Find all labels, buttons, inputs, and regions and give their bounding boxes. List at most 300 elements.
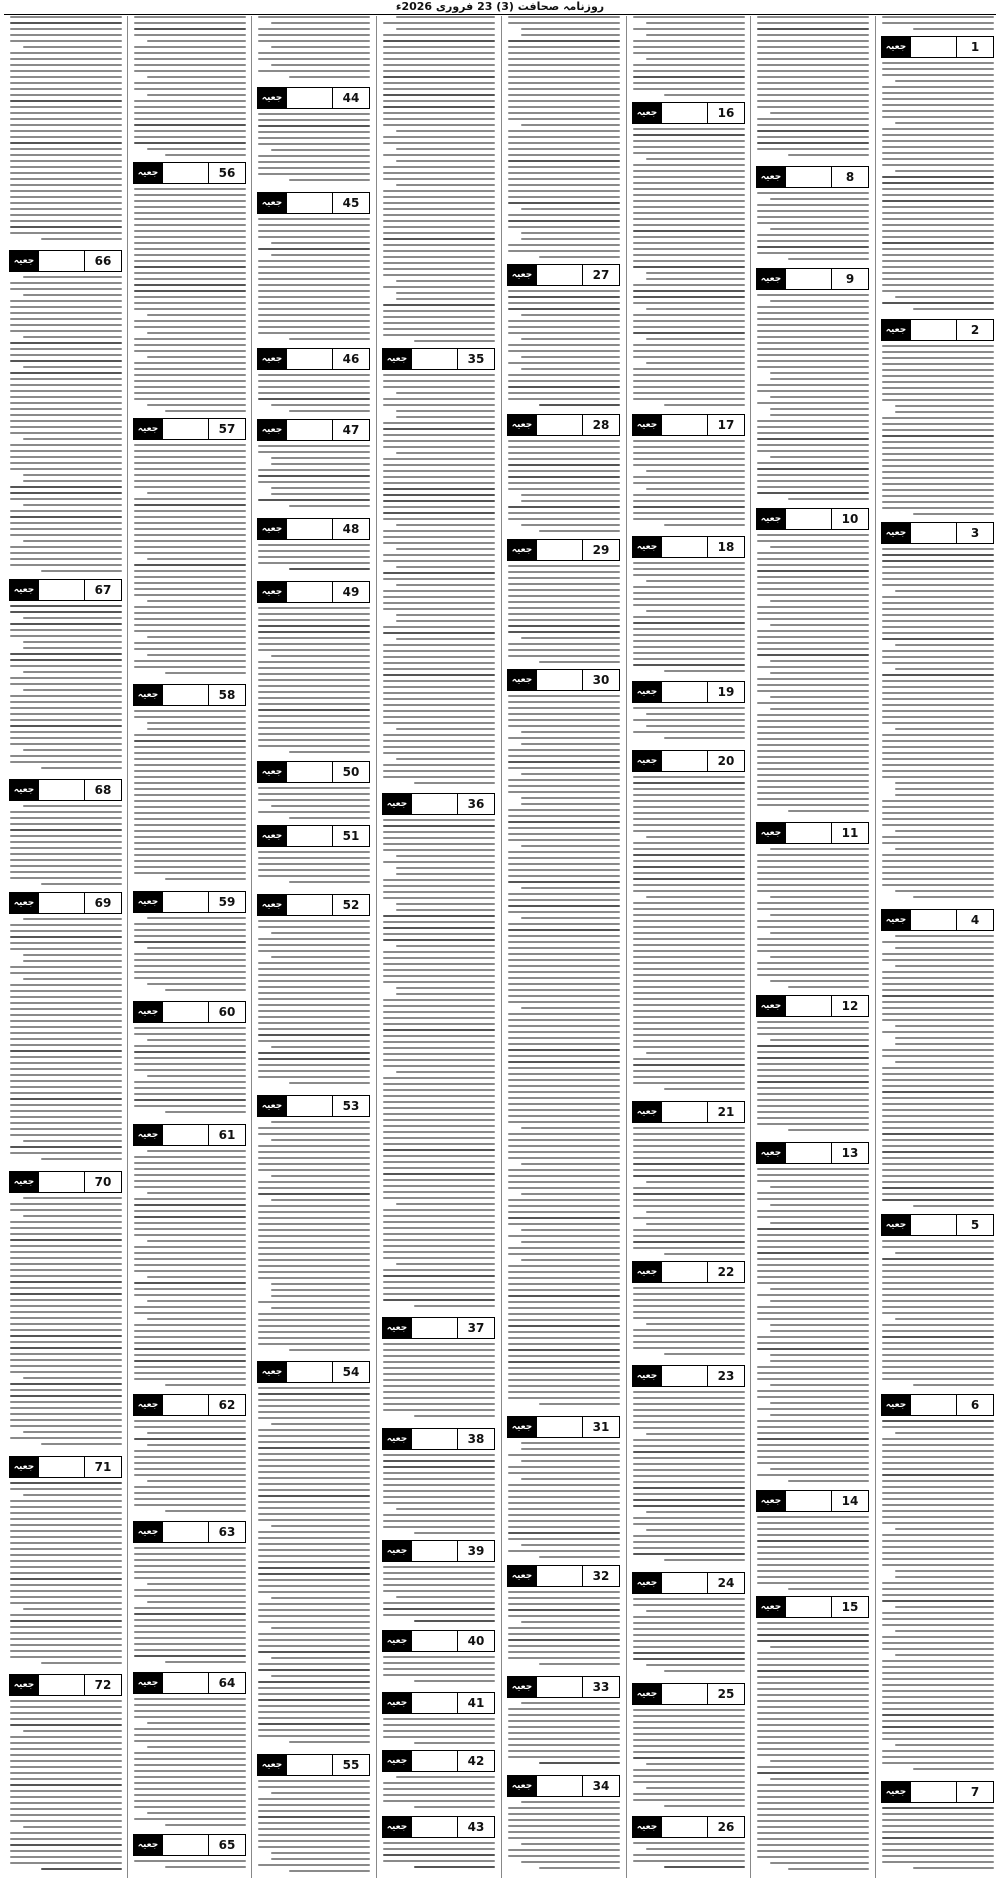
entry-blank-cell: [661, 103, 707, 123]
entry-blank-cell: [286, 349, 332, 369]
article-text-block: [383, 819, 495, 1315]
entry-blank-cell: [785, 823, 831, 843]
article-text-block: [757, 848, 869, 993]
entry-number: 35: [457, 349, 494, 369]
article-text-block: [383, 1842, 495, 1876]
entry-number-box: [9, 1674, 122, 1696]
entry-marker: جعیہ: [633, 1366, 661, 1386]
entry-number-box: [507, 1775, 620, 1797]
article-text-block: [508, 1801, 620, 1876]
entry-number-box: [507, 669, 620, 691]
entry-number-box: [257, 894, 370, 916]
entry-blank-cell: [286, 420, 332, 440]
entry-number-box: [133, 891, 246, 913]
entry-number: 25: [707, 1684, 744, 1704]
entry-marker: جعیہ: [258, 1755, 286, 1775]
entry-number: 28: [582, 415, 619, 435]
article-text-block: [882, 935, 994, 1212]
entry-marker: جعیہ: [10, 251, 38, 271]
article-text-block: [134, 16, 246, 160]
entry-number: 41: [457, 1693, 494, 1713]
entry-number-box: [133, 684, 246, 706]
article-text-block: [134, 1420, 246, 1519]
entry-number-box: [382, 348, 495, 370]
article-text-block: [383, 1776, 495, 1814]
entry-blank-cell: [785, 1597, 831, 1617]
entry-blank-cell: [910, 320, 956, 340]
entry-marker: جعیہ: [134, 685, 162, 705]
entry-marker: جعیہ: [258, 193, 286, 213]
article-text-block: [134, 1027, 246, 1122]
entry-blank-cell: [286, 1096, 332, 1116]
entry-marker: جعیہ: [757, 1597, 785, 1617]
article-text-block: [633, 1127, 745, 1259]
article-text-block: [134, 1150, 246, 1392]
entry-marker: جعیہ: [134, 892, 162, 912]
entry-number-box: [881, 1781, 994, 1803]
entry-blank-cell: [286, 1755, 332, 1775]
article-text-block: [633, 440, 745, 534]
article-text-block: [10, 1700, 122, 1876]
entry-number-box: [756, 822, 869, 844]
news-column: [8, 16, 124, 1878]
entry-blank-cell: [910, 523, 956, 543]
entry-blank-cell: [910, 1215, 956, 1235]
article-text-block: [258, 920, 370, 1093]
entry-blank-cell: [38, 580, 84, 600]
entry-blank-cell: [162, 1125, 208, 1145]
entry-marker: جعیہ: [633, 1262, 661, 1282]
entry-number-box: [9, 779, 122, 801]
entry-number-box: [507, 539, 620, 561]
entry-number: 33: [582, 1677, 619, 1697]
article-text-block: [258, 851, 370, 892]
entry-number: 67: [84, 580, 121, 600]
article-text-block: [258, 16, 370, 85]
entry-number-box: [632, 414, 745, 436]
entry-number-box: [9, 1456, 122, 1478]
article-text-block: [757, 1021, 869, 1140]
entry-number: 21: [707, 1102, 744, 1122]
entry-blank-cell: [162, 163, 208, 183]
entry-marker: جعیہ: [383, 349, 411, 369]
column-divider: [251, 16, 252, 1878]
article-text-block: [134, 1860, 246, 1876]
entry-blank-cell: [536, 1566, 582, 1586]
entry-number-box: [881, 522, 994, 544]
article-text-block: [258, 374, 370, 417]
entry-marker: جعیہ: [508, 415, 536, 435]
article-text-block: [508, 1702, 620, 1773]
entry-number-box: [756, 268, 869, 290]
entry-number: 39: [457, 1541, 494, 1561]
entry-marker: جعیہ: [134, 163, 162, 183]
entry-blank-cell: [162, 1522, 208, 1542]
entry-number-box: [382, 1630, 495, 1652]
entry-marker: جعیہ: [633, 1817, 661, 1837]
entry-marker: جعیہ: [10, 1675, 38, 1695]
entry-blank-cell: [286, 1362, 332, 1382]
entry-marker: جعیہ: [258, 420, 286, 440]
entry-number: 12: [831, 996, 868, 1016]
entry-blank-cell: [661, 1684, 707, 1704]
entry-blank-cell: [162, 1835, 208, 1855]
entry-number-box: [257, 1754, 370, 1776]
article-text-block: [633, 16, 745, 100]
entry-number: 31: [582, 1417, 619, 1437]
news-column: [631, 16, 747, 1878]
column-divider: [127, 16, 128, 1878]
entry-number-box: [632, 1572, 745, 1594]
article-text-block: [134, 1547, 246, 1670]
article-text-block: [258, 1780, 370, 1876]
entry-marker: جعیہ: [508, 265, 536, 285]
article-text-block: [383, 1656, 495, 1690]
entry-number: 60: [208, 1002, 245, 1022]
entry-number-box: [507, 1416, 620, 1438]
entry-blank-cell: [286, 582, 332, 602]
entry-blank-cell: [162, 892, 208, 912]
article-text-block: [383, 374, 495, 791]
entry-number: 58: [208, 685, 245, 705]
entry-blank-cell: [536, 1417, 582, 1437]
entry-number: 15: [831, 1597, 868, 1617]
article-text-block: [757, 16, 869, 164]
entry-blank-cell: [661, 1262, 707, 1282]
entry-number-box: [881, 36, 994, 58]
entry-number: 24: [707, 1573, 744, 1593]
entry-marker: جعیہ: [633, 1573, 661, 1593]
entry-number: 47: [332, 420, 369, 440]
entry-number: 8: [831, 167, 868, 187]
entry-blank-cell: [286, 762, 332, 782]
entry-blank-cell: [536, 1677, 582, 1697]
entry-marker: جعیہ: [633, 682, 661, 702]
entry-marker: جعیہ: [633, 103, 661, 123]
entry-number-box: [382, 1317, 495, 1339]
article-text-block: [508, 1442, 620, 1563]
entry-marker: جعیہ: [757, 823, 785, 843]
entry-marker: جعیہ: [383, 1817, 411, 1837]
entry-number-box: [507, 1676, 620, 1698]
entry-number-box: [257, 761, 370, 783]
entry-number: 68: [84, 780, 121, 800]
article-text-block: [508, 440, 620, 537]
entry-number: 13: [831, 1143, 868, 1163]
entry-blank-cell: [910, 37, 956, 57]
article-text-block: [10, 1482, 122, 1672]
entry-number: 59: [208, 892, 245, 912]
entry-marker: جعیہ: [757, 509, 785, 529]
entry-number: 6: [956, 1395, 993, 1415]
entry-blank-cell: [162, 1673, 208, 1693]
article-text-block: [383, 1718, 495, 1748]
entry-number-box: [632, 1816, 745, 1838]
article-text-block: [258, 218, 370, 346]
entry-number-box: [133, 162, 246, 184]
entry-number: 1: [956, 37, 993, 57]
entry-number-box: [9, 579, 122, 601]
entry-marker: جعیہ: [508, 1417, 536, 1437]
masthead: [0, 0, 1000, 14]
article-text-block: [258, 544, 370, 579]
entry-marker: جعیہ: [258, 349, 286, 369]
entry-number: 7: [956, 1782, 993, 1802]
article-text-block: [633, 1842, 745, 1876]
entry-blank-cell: [411, 1751, 457, 1771]
entry-number-box: [133, 1672, 246, 1694]
entry-number: 46: [332, 349, 369, 369]
article-text-block: [633, 1709, 745, 1814]
entry-blank-cell: [785, 269, 831, 289]
entry-number-box: [382, 1428, 495, 1450]
entry-number: 20: [707, 751, 744, 771]
entry-marker: جعیہ: [508, 540, 536, 560]
entry-marker: جعیہ: [134, 1002, 162, 1022]
entry-number-box: [257, 1095, 370, 1117]
entry-blank-cell: [411, 1429, 457, 1449]
entry-number: 34: [582, 1776, 619, 1796]
entry-blank-cell: [536, 415, 582, 435]
column-divider: [376, 16, 377, 1878]
entry-number-box: [382, 1816, 495, 1838]
entry-marker: جعیہ: [383, 794, 411, 814]
entry-number: 19: [707, 682, 744, 702]
entry-marker: جعیہ: [10, 1172, 38, 1192]
entry-number-box: [881, 1214, 994, 1236]
article-text-block: [757, 1516, 869, 1594]
entry-blank-cell: [38, 1457, 84, 1477]
entry-marker: جعیہ: [10, 1457, 38, 1477]
entry-marker: جعیہ: [757, 167, 785, 187]
article-text-block: [258, 1121, 370, 1359]
entry-number: 40: [457, 1631, 494, 1651]
entry-marker: جعیہ: [134, 1673, 162, 1693]
entry-number-box: [257, 1361, 370, 1383]
masthead-text: روزنامہ صحافت (3) 23 فروری 2026ء: [395, 0, 605, 13]
column-divider: [501, 16, 502, 1878]
article-text-block: [633, 707, 745, 748]
entry-blank-cell: [661, 415, 707, 435]
entry-marker: جعیہ: [10, 780, 38, 800]
entry-number: 55: [332, 1755, 369, 1775]
entry-number: 62: [208, 1395, 245, 1415]
entry-marker: جعیہ: [258, 762, 286, 782]
entry-blank-cell: [785, 996, 831, 1016]
entry-marker: جعیہ: [633, 1684, 661, 1704]
entry-blank-cell: [910, 1782, 956, 1802]
entry-number: 30: [582, 670, 619, 690]
article-text-block: [882, 1807, 994, 1876]
entry-number: 10: [831, 509, 868, 529]
entry-blank-cell: [38, 780, 84, 800]
entry-number: 50: [332, 762, 369, 782]
entry-marker: جعیہ: [134, 1835, 162, 1855]
entry-marker: جعیہ: [258, 582, 286, 602]
entry-marker: جعیہ: [633, 537, 661, 557]
entry-marker: جعیہ: [258, 88, 286, 108]
entry-number-box: [756, 1490, 869, 1512]
column-divider: [875, 16, 876, 1878]
entry-number: 22: [707, 1262, 744, 1282]
article-text-block: [633, 1391, 745, 1570]
article-text-block: [508, 290, 620, 412]
entry-number-box: [133, 1521, 246, 1543]
article-text-block: [757, 1168, 869, 1488]
entry-number-box: [632, 750, 745, 772]
entry-marker: جعیہ: [134, 1522, 162, 1542]
article-text-block: [633, 128, 745, 412]
entry-number: 26: [707, 1817, 744, 1837]
entry-marker: جعیہ: [757, 1143, 785, 1163]
entry-number-box: [257, 192, 370, 214]
entry-blank-cell: [785, 1491, 831, 1511]
entry-number-box: [756, 1596, 869, 1618]
article-text-block: [258, 1387, 370, 1752]
entry-number-box: [382, 1692, 495, 1714]
entry-number-box: [257, 419, 370, 441]
article-text-block: [134, 444, 246, 682]
entry-marker: جعیہ: [633, 751, 661, 771]
entry-number-box: [382, 1540, 495, 1562]
entry-blank-cell: [411, 1817, 457, 1837]
entry-marker: جعیہ: [134, 1125, 162, 1145]
entry-number-box: [756, 995, 869, 1017]
article-text-block: [508, 16, 620, 262]
entry-blank-cell: [661, 1102, 707, 1122]
article-text-block: [258, 113, 370, 190]
article-text-block: [633, 1598, 745, 1681]
entry-blank-cell: [785, 167, 831, 187]
entry-marker: جعیہ: [757, 269, 785, 289]
entry-blank-cell: [910, 910, 956, 930]
entry-number: 51: [332, 826, 369, 846]
article-text-block: [383, 1454, 495, 1538]
entry-number-box: [257, 581, 370, 603]
article-text-block: [508, 565, 620, 667]
entry-number: 69: [84, 893, 121, 913]
entry-number: 49: [332, 582, 369, 602]
entry-marker: جعیہ: [508, 1677, 536, 1697]
entry-marker: جعیہ: [10, 580, 38, 600]
entry-number: 23: [707, 1366, 744, 1386]
entry-blank-cell: [536, 1776, 582, 1796]
entry-marker: جعیہ: [882, 37, 910, 57]
entry-marker: جعیہ: [383, 1751, 411, 1771]
article-text-block: [508, 695, 620, 1414]
entry-number: 11: [831, 823, 868, 843]
article-text-block: [882, 1240, 994, 1392]
entry-number-box: [382, 1750, 495, 1772]
article-text-block: [134, 188, 246, 416]
article-text-block: [882, 345, 994, 520]
entry-number-box: [133, 1834, 246, 1856]
entry-number: 38: [457, 1429, 494, 1449]
entry-blank-cell: [661, 682, 707, 702]
entry-marker: جعیہ: [383, 1318, 411, 1338]
entry-blank-cell: [411, 349, 457, 369]
entry-number-box: [257, 825, 370, 847]
entry-marker: جعیہ: [633, 415, 661, 435]
article-text-block: [882, 16, 994, 34]
entry-marker: جعیہ: [882, 1395, 910, 1415]
entry-number-box: [881, 909, 994, 931]
entry-marker: جعیہ: [134, 1395, 162, 1415]
entry-marker: جعیہ: [882, 320, 910, 340]
article-text-block: [633, 776, 745, 1099]
entry-number: 18: [707, 537, 744, 557]
news-column: [880, 16, 996, 1878]
entry-blank-cell: [162, 685, 208, 705]
entry-marker: جعیہ: [258, 895, 286, 915]
entry-number-box: [632, 1261, 745, 1283]
article-text-block: [383, 1343, 495, 1426]
entry-number: 16: [707, 103, 744, 123]
entry-blank-cell: [38, 893, 84, 913]
entry-blank-cell: [38, 251, 84, 271]
entry-number: 56: [208, 163, 245, 183]
article-text-block: [882, 1420, 994, 1779]
entry-number: 14: [831, 1491, 868, 1511]
article-text-block: [757, 192, 869, 266]
entry-number: 70: [84, 1172, 121, 1192]
entry-number-box: [133, 1124, 246, 1146]
entry-blank-cell: [661, 537, 707, 557]
entry-number: 42: [457, 1751, 494, 1771]
entry-marker: جعیہ: [383, 1693, 411, 1713]
entry-number: 37: [457, 1318, 494, 1338]
news-column: [506, 16, 622, 1878]
entry-number-box: [507, 414, 620, 436]
news-column: [755, 16, 871, 1878]
entry-marker: جعیہ: [383, 1541, 411, 1561]
entry-number-box: [382, 793, 495, 815]
entry-number: 57: [208, 419, 245, 439]
entry-marker: جعیہ: [258, 1096, 286, 1116]
entry-number-box: [9, 892, 122, 914]
entry-number-box: [257, 518, 370, 540]
entry-marker: جعیہ: [633, 1102, 661, 1122]
entry-marker: جعیہ: [508, 1776, 536, 1796]
column-divider: [626, 16, 627, 1878]
entry-number-box: [881, 1394, 994, 1416]
article-text-block: [10, 605, 122, 777]
entry-number: 27: [582, 265, 619, 285]
article-text-block: [10, 276, 122, 577]
entry-blank-cell: [162, 1395, 208, 1415]
entry-marker: جعیہ: [882, 523, 910, 543]
entry-number: 71: [84, 1457, 121, 1477]
news-column: [381, 16, 497, 1878]
article-text-block: [258, 445, 370, 516]
entry-blank-cell: [661, 1817, 707, 1837]
entry-number: 5: [956, 1215, 993, 1235]
entry-blank-cell: [411, 1631, 457, 1651]
article-text-block: [258, 607, 370, 759]
entry-marker: جعیہ: [383, 1429, 411, 1449]
entry-number-box: [257, 348, 370, 370]
entry-number: 66: [84, 251, 121, 271]
article-text-block: [10, 1197, 122, 1454]
article-text-block: [882, 548, 994, 907]
news-column: [256, 16, 372, 1878]
article-text-block: [757, 294, 869, 506]
entry-number-box: [9, 250, 122, 272]
entry-number-box: [632, 681, 745, 703]
entry-number: 32: [582, 1566, 619, 1586]
entry-blank-cell: [286, 895, 332, 915]
article-text-block: [10, 805, 122, 890]
